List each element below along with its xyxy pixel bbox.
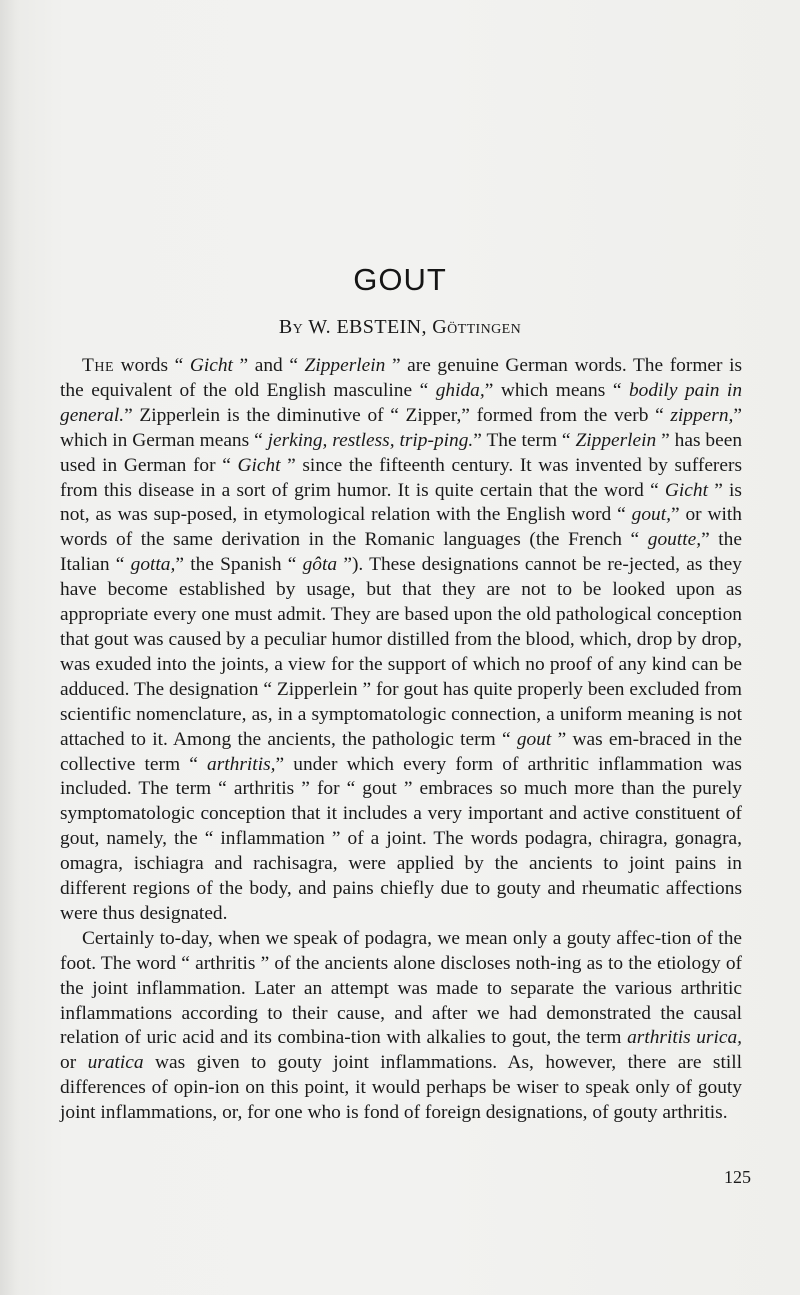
article-body: [60, 354, 742, 1126]
text-run: ” Zipperlein is the diminutive of “ Zipper,” formed from the verb “: [124, 404, 671, 426]
italic-run: ghida,: [435, 379, 485, 401]
byline-author: W. EBSTEIN,: [308, 316, 427, 338]
paragraph-1: [60, 354, 742, 927]
italic-run: gotta,: [130, 554, 176, 576]
text-run: ” and “: [232, 355, 305, 376]
article-title: GOUT: [353, 262, 447, 297]
text-run: ” since the fifteenth century. It was invented by sufferers from this disease in a sort of grim humor. It is quite certain that the word “: [60, 454, 742, 501]
text-run: Certainly to-day, when we speak of podagra, we mean only a gouty affec-tion of the foot. The word “ arthritis ” of the ancients alone discloses noth-ing as to the etiology of the joint inflammation. Later an attempt was made to separate the various arthritic inflammations according to their cause, and after we had demonstrated the causal relation of uric acid and its combina-tion with alkalies to gout, the term: [60, 927, 742, 1049]
italic-run: uratica: [87, 1052, 144, 1074]
text-run: ” which in German means “: [60, 404, 742, 451]
text-run: words “: [114, 355, 190, 376]
italic-run: goutte,: [647, 529, 702, 551]
page-edge-shadow: [0, 0, 18, 1295]
text-run: ” under which every form of arthritic inflammation was included. The term “ arthritis ” for “ gout ” embraces so much more than the purely symptomatologic conception that it includes a very important and active constituent of gout, namely, the “ inflammation ” of a joint. The words podagra, chiragra, gonagra, omagra, ischiagra and rachisagra, were applied by the ancients to joint pains in different regions of the body, and pains chiefly due to gouty and rheumatic affections were thus designated.: [60, 753, 742, 924]
text-run: or: [60, 1052, 88, 1074]
text-run: ” are genuine German words. The former is the equivalent of the old English masculine “: [60, 355, 742, 401]
paragraph-1-text: [60, 355, 742, 924]
italic-run: arthritis urica,: [627, 1027, 742, 1049]
byline: [0, 316, 800, 339]
text-run: ” the Italian “: [60, 529, 742, 576]
paragraph-2: [60, 927, 742, 1126]
text-run: was given to gouty joint inflammations. As, however, there are still differences of opin-ion on this point, it would perhaps be wiser to speak only of gouty joint inflammations, or, for one who is fond of foreign designations, of gouty arthritis.: [60, 1052, 742, 1124]
italic-run: gout,: [631, 504, 671, 526]
text-run: ” or with words of the same derivation in the Romanic languages (the French “: [60, 504, 742, 551]
paragraph-1-lead: The: [82, 355, 115, 376]
paragraph-2-text: [60, 928, 742, 1123]
text-run: ” has been used in German for “: [60, 429, 743, 476]
italic-run: gout: [516, 728, 552, 750]
text-run: ” was em-braced in the collective term “: [60, 728, 742, 775]
byline-place: Göttingen: [432, 316, 522, 338]
italic-run: arthritis,: [207, 753, 276, 775]
italic-run: Zipperlein: [575, 429, 657, 451]
italic-run: Gicht: [189, 355, 233, 376]
text-run: ” is not, as was sup-posed, in etymological relation with the English word “: [60, 479, 742, 526]
text-run: ” which means “: [484, 379, 629, 401]
text-run: ” the Spanish “: [175, 554, 303, 576]
italic-run: gôta: [302, 554, 338, 576]
italic-run: Gicht: [237, 454, 281, 476]
italic-run: bodily pain in general.: [60, 379, 743, 426]
italic-run: jerking, restless, trip-ping.: [267, 429, 474, 451]
page-number: 125: [724, 1167, 751, 1187]
text-run: ” The term “: [473, 429, 576, 451]
text-run: ”). These designations cannot be re-jected, as they have become established by usage, but that they are not to be looked upon as appropriate every one must admit. They are based upon the old pathological conception that gout was caused by a peculiar humor distilled from the blood, which, drop by drop, was exuded into the joints, a view for the support of which no proof of any kind can be adduced. The designation “ Zipperlein ” for gout has quite properly been excluded from scientific nomenclature, as, in a symptomatologic connection, a uniform meaning is not attached to it. Among the ancients, the pathologic term “: [60, 554, 742, 750]
italic-run: Zipperlein: [304, 355, 386, 376]
byline-by: By: [278, 316, 304, 338]
italic-run: zippern,: [670, 404, 734, 426]
italic-run: Gicht: [664, 479, 708, 501]
